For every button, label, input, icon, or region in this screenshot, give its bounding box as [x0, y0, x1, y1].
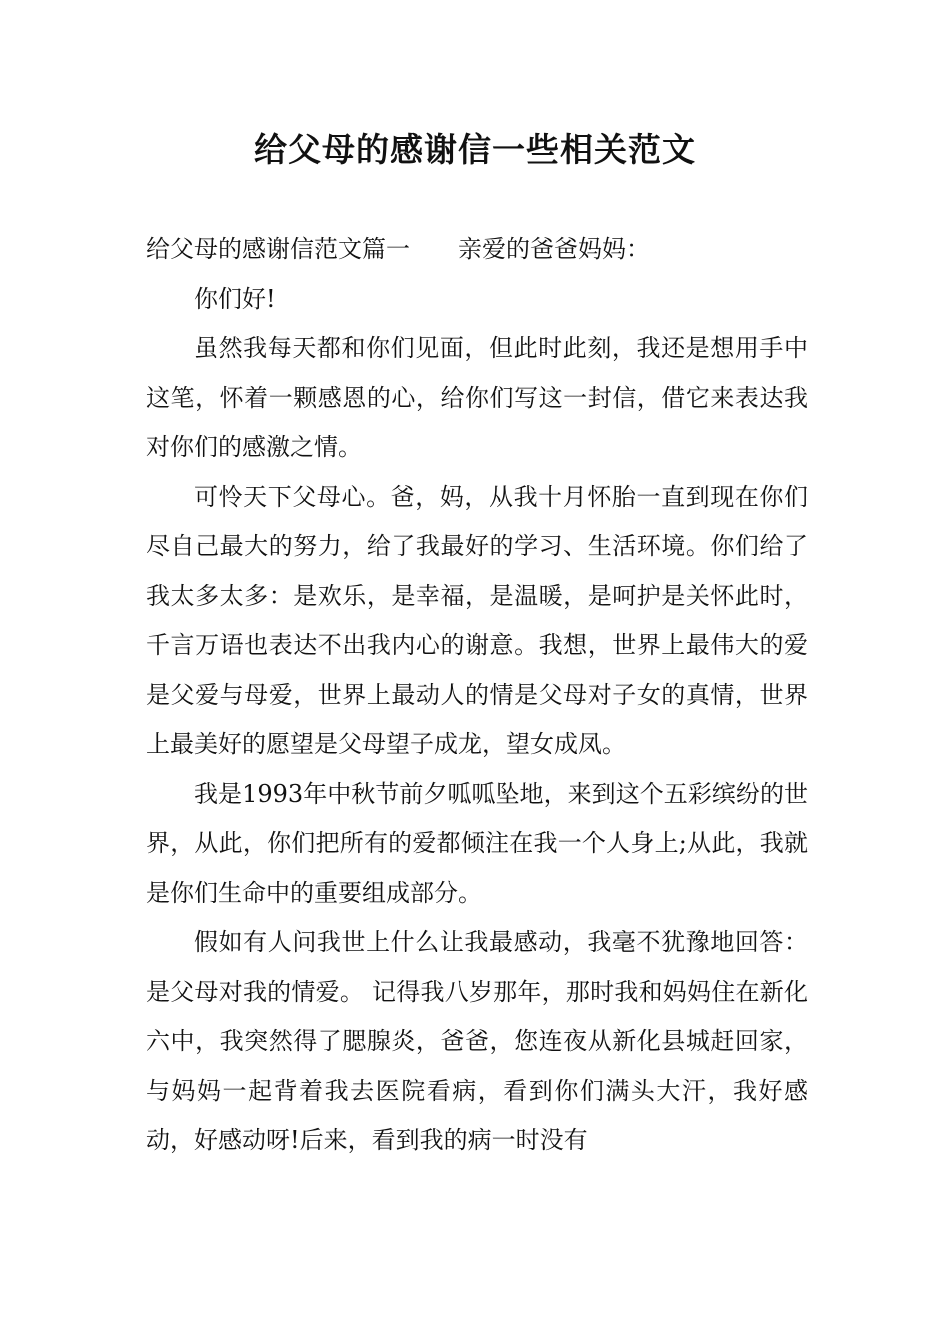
document-title: 给父母的感谢信一些相关范文 [254, 130, 696, 169]
paragraph-parents-love: 可怜天下父母心。爸，妈，从我十月怀胎一直到现在你们尽自己最大的努力，给了我最好的学习、生活环境。你们给了我太多太多：是欢乐，是幸福，是温暖，是呵护是关怀此时，千言万语也表达不出我内心的谢意。我想，世界上最伟大的爱是父爱与母爱，世界上最动人的情是父母对子女的真情，世界上最美好的愿望是父母望子成龙，望女成凤。 [146, 482, 808, 758]
paragraph-birth: 我是1993年中秋节前夕呱呱坠地，来到这个五彩缤纷的世界，从此，你们把所有的爱都倾注在我一个人身上;从此，我就是你们生命中的重要组成部分。 [146, 779, 808, 907]
salutation: 亲爱的爸爸妈妈： [458, 235, 650, 263]
section-heading: 给父母的感谢信范文篇一 [146, 235, 410, 263]
paragraph-memory: 假如有人问我世上什么让我最感动，我毫不犹豫地回答：是父母对我的情爱。 记得我八岁那年，那时我和妈妈住在新化六中，我突然得了腮腺炎，爸爸，您连夜从新化县城赶回家，与妈妈一起背着我去医院看病，看到你们满头大汗，我好感动，好感动呀!后来，看到我的病一时没有 [146, 928, 808, 1154]
paragraph-intro: 虽然我每天都和你们见面，但此时此刻，我还是想用手中这笔，怀着一颗感恩的心，给你们写这一封信，借它来表达我对你们的感激之情。 [146, 334, 808, 461]
letter-body [146, 225, 808, 1166]
heading-line [146, 225, 808, 275]
paragraph-greeting: 你们好! [194, 284, 276, 313]
